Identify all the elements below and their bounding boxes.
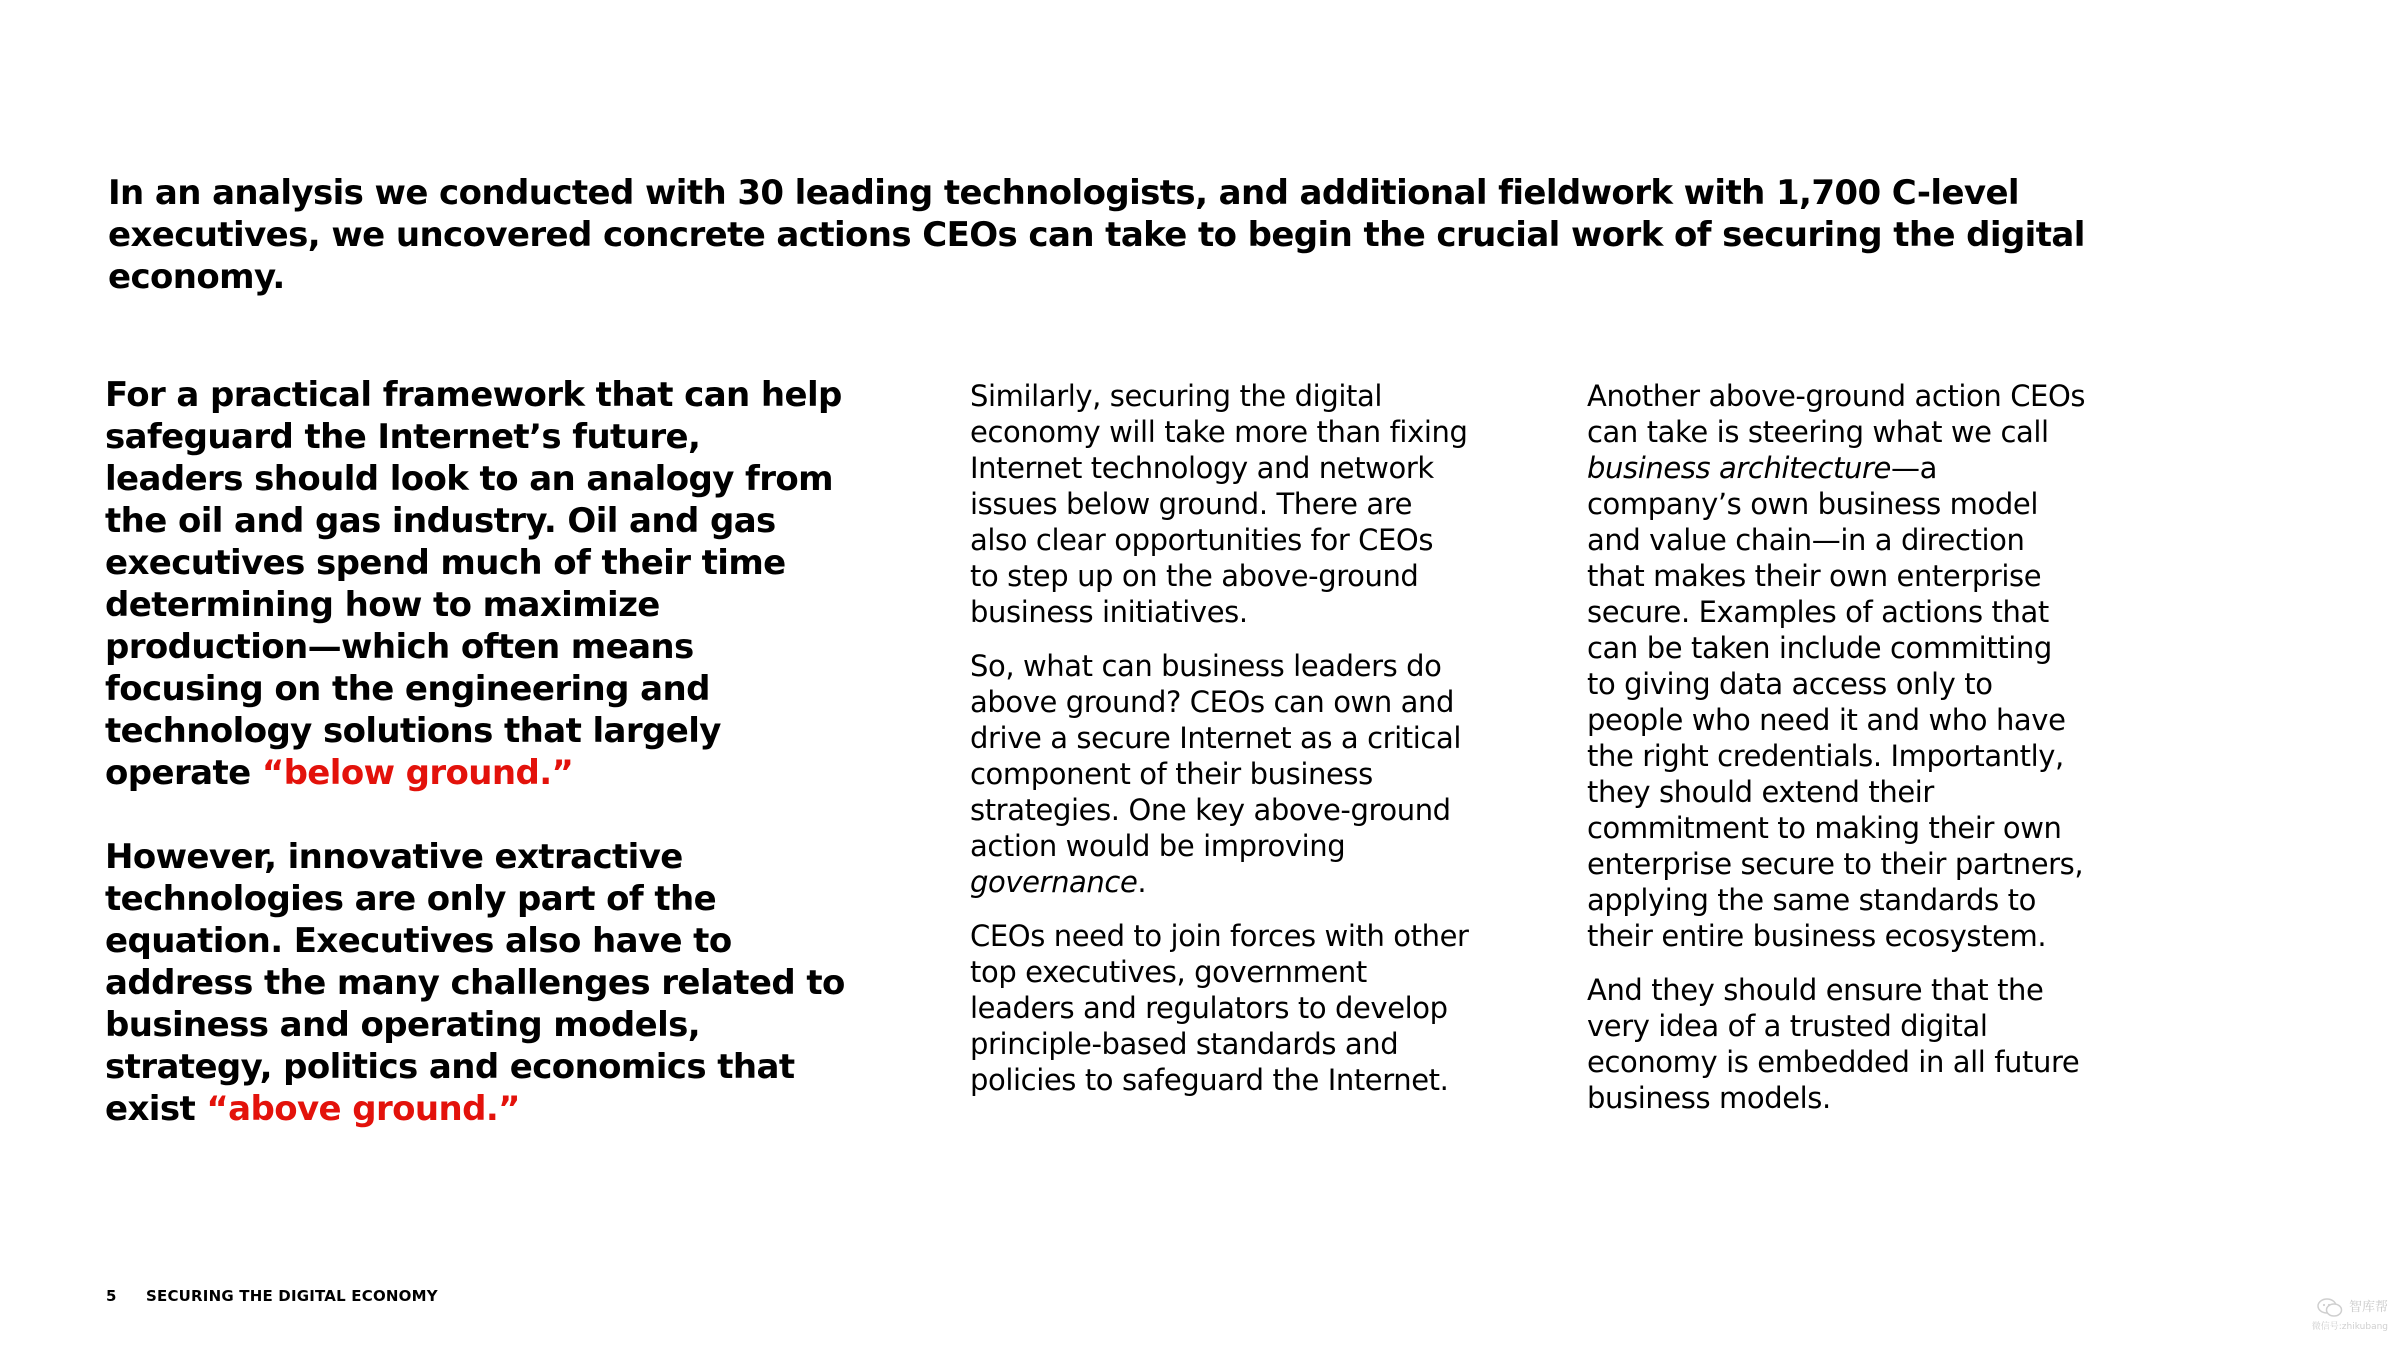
- middle-para-3: CEOs need to join forces with other top executives, government leaders and regulators to develop principle-based standards and policies to safeguard the Internet.: [970, 919, 1469, 1097]
- governance-emphasis: governance: [970, 865, 1138, 899]
- right-column: [1587, 378, 2087, 1134]
- left-para-1: [105, 374, 845, 794]
- wechat-icon: [2317, 1298, 2343, 1318]
- right-para-2: And they should ensure that the very idea of a trusted digital economy is embedded in all future business models.: [1587, 973, 2080, 1115]
- footer-title: SECURING THE DIGITAL ECONOMY: [146, 1287, 438, 1305]
- watermark-id: 微信号:zhikubang: [2311, 1322, 2388, 1332]
- page-number: 5: [106, 1287, 117, 1305]
- left-para-1-text: For a practical framework that can help safeguard the Internet’s future, leaders should look to an analogy from the oil and gas industry. Oil and gas executives spend much of their time determining how to maximize production—which often means focusing on the engineering and technology solutions that largely operate: [105, 375, 842, 793]
- business-architecture-emphasis: business architecture: [1587, 451, 1891, 485]
- watermark-name: 智库帮: [2348, 1300, 2388, 1315]
- below-ground-highlight: “below ground.”: [261, 753, 574, 793]
- watermark-row: [2312, 1298, 2388, 1318]
- left-column: [105, 374, 845, 1130]
- page-footer: [106, 1287, 438, 1305]
- right-para-1-after: —a company’s own business model and value chain—in a direction that makes their own enterprise secure. Examples of actions that can be taken include committing to giving data access only to people who need it and who have the right credentials. Importantly, they should extend their commitment to making their own enterprise secure to their partners, applying the same standards to their entire business ecosystem.: [1587, 451, 2084, 953]
- left-para-2: [105, 836, 845, 1130]
- middle-para-1: Similarly, securing the digital economy will take more than fixing Internet technology and network issues below ground. There are also clear opportunities for CEOs to step up on the above-ground business initiatives.: [970, 379, 1468, 629]
- middle-para-2-text: So, what can business leaders do above ground? CEOs can own and drive a secure Internet as a critical component of their business strategies. One key above-ground action would be improving: [970, 649, 1462, 863]
- above-ground-highlight: “above ground.”: [206, 1089, 520, 1129]
- right-para-1-before: Another above-ground action CEOs can take is steering what we call: [1587, 379, 2086, 449]
- intro-heading: In an analysis we conducted with 30 leading technologists, and additional fieldwork with 1,700 C-level executives, we uncovered concrete actions CEOs can take to begin the crucial work of securing the digital economy.: [108, 173, 2085, 297]
- right-para-1: [1587, 378, 2087, 954]
- middle-column: [970, 378, 1470, 1116]
- watermark: [2312, 1298, 2388, 1336]
- middle-para-2-end: .: [1137, 865, 1147, 899]
- middle-para-2: [970, 648, 1470, 900]
- left-para-2-text: However, innovative extractive technologies are only part of the equation. Executives also have to address the many challenges related to business and operating models, strategy, politics and economics that exist: [105, 837, 845, 1129]
